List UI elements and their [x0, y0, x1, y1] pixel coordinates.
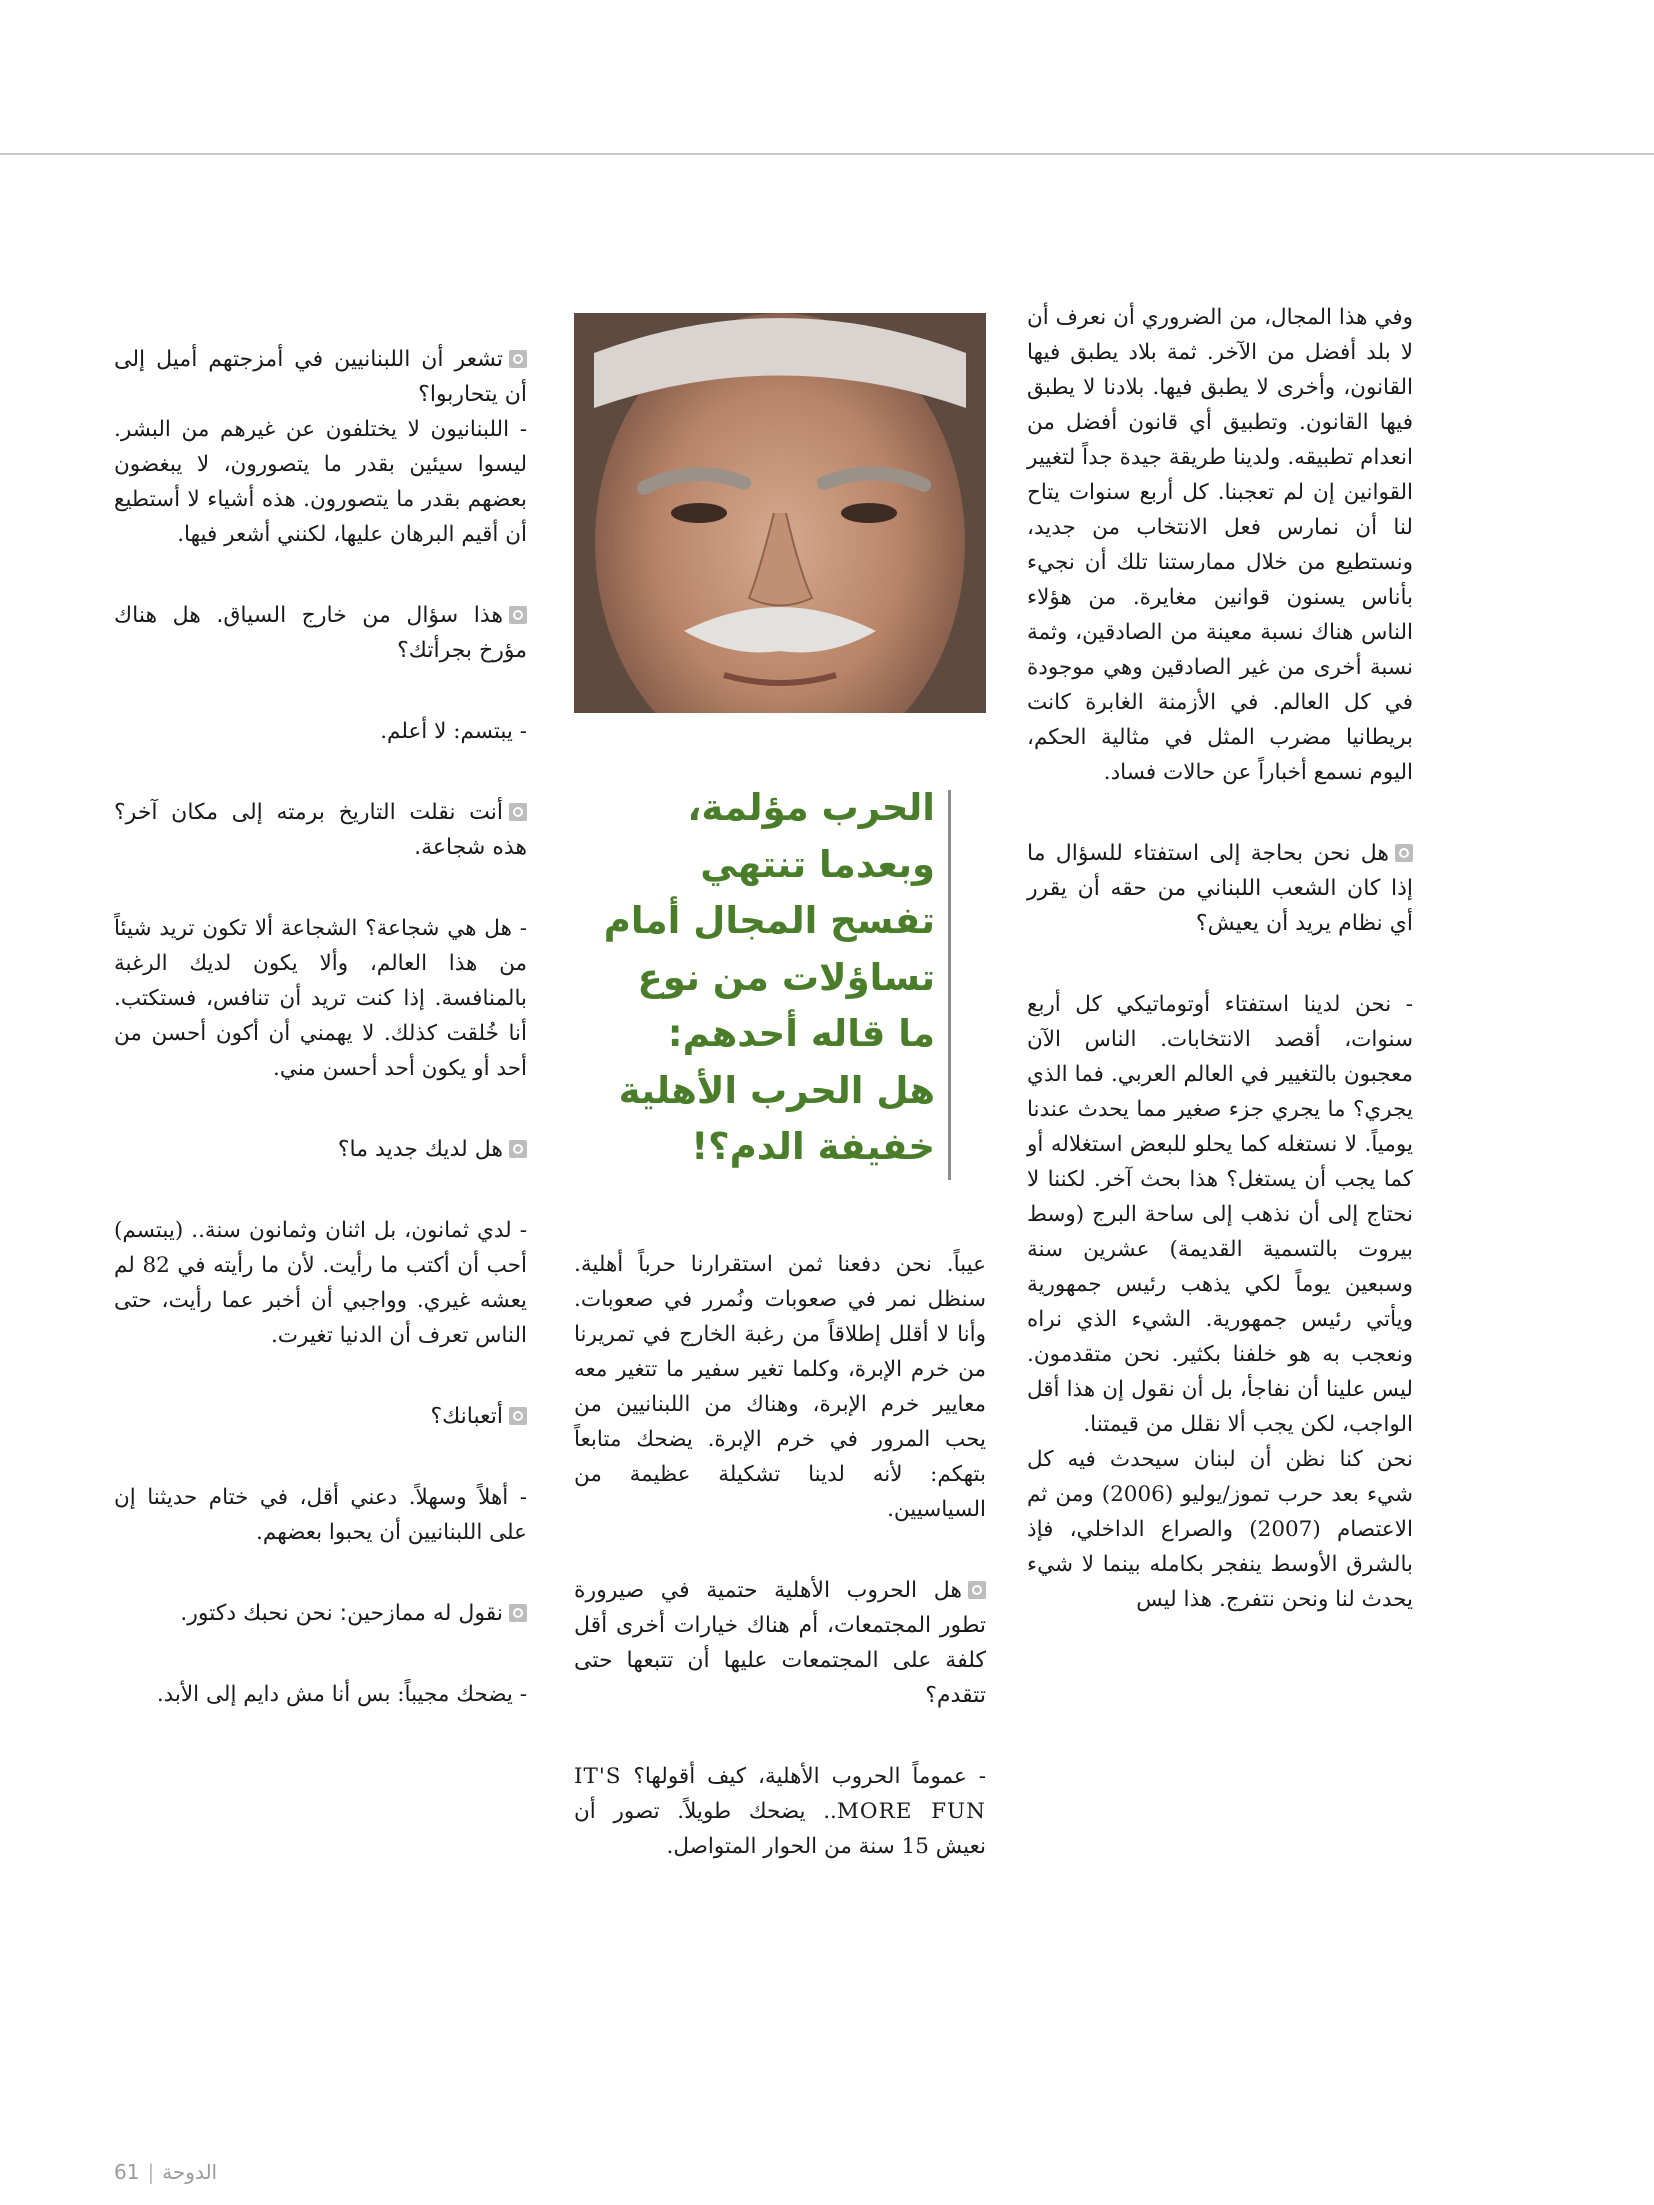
question-text: هذا سؤال من خارج السياق. هل هناك مؤرخ بجرأتك؟ [114, 603, 527, 663]
answer-paragraph: - اللبنانيون لا يختلفون عن غيرهم من البشر. ليسوا سيئين بقدر ما يتصورون، لا يبغضون بعضهم بقدر ما يتصورون. هذه أشياء لا أستطيع أن أقيم البرهان عليها، لكنني أشعر فيها. [114, 417, 527, 547]
question-text: هل نحن بحاجة إلى استفتاء للسؤال ما إذا كان الشعب اللبناني من حقه أن يقرر أي نظام يريد أن يعيش؟ [1027, 841, 1413, 936]
answer-paragraph: - لدي ثمانون، بل اثنان وثمانون سنة.. (يبتسم) أحب أن أكتب ما رأيت. لأن ما رأيته في 82 لم يعشه غيري. وواجبي أن أخبر عما رأيت، حتى الناس تعرف أن الدنيا تغيرت. [114, 1218, 527, 1348]
question-paragraph [114, 342, 527, 412]
question-paragraph [114, 1596, 527, 1631]
page-footer [114, 2160, 217, 2184]
answer-text: - عموماً الحروب الأهلية، كيف أقولها؟ [633, 1764, 986, 1789]
pullquote-line: تساؤلات من نوع [637, 955, 935, 999]
question-paragraph [114, 598, 527, 668]
question-marker-icon [509, 803, 527, 821]
answer-paragraph: - هل هي شجاعة؟ الشجاعة ألا تكون تريد شيئاً من هذا العالم، وألا يكون لديك الرغبة بالمنافسة. إذا كنت تريد أن تنافس، فستكتب. أنا خُلقت كذلك. لا يهمني أن أكون أحسن من أحد أو يكون أحد أحسن مني. [114, 916, 527, 1081]
question-text: نقول له ممازحين: نحن نحبك دكتور. [180, 1601, 503, 1626]
page-number: 61 [114, 2160, 140, 2184]
question-text: تشعر أن اللبنانيين في أمزجتهم أميل إلى أن يتحاربوا؟ [114, 347, 527, 407]
answer-paragraph: نحن كنا نظن أن لبنان سيحدث فيه كل شيء بعد حرب تموز/يوليو (2006) ومن ثم الاعتصام (2007) والصراع الداخلي، فإذ بالشرق الأوسط ينفجر بكامله بينما لا شيء يحدث لنا ونحن نتفرج. هذا ليس [1027, 1447, 1413, 1612]
pullquote-line: خفيفة الدم؟! [691, 1125, 935, 1168]
pullquote-line: هل الحرب الأهلية [618, 1068, 935, 1112]
question-paragraph [114, 1399, 527, 1434]
question-marker-icon [509, 350, 527, 368]
question-marker-icon [1395, 844, 1413, 862]
article-column-left [114, 342, 527, 1758]
question-paragraph [114, 795, 527, 865]
question-marker-icon [968, 1581, 986, 1599]
footer-separator: | [147, 2160, 155, 2184]
answer-paragraph: - يضحك مجيباً: بس أنا مش دايم إلى الأبد. [156, 1682, 527, 1707]
question-marker-icon [509, 1407, 527, 1425]
question-text: أنت نقلت التاريخ برمته إلى مكان آخر؟ هذه شجاعة. [114, 800, 527, 860]
question-marker-icon [509, 1604, 527, 1622]
answer-paragraph: وفي هذا المجال، من الضروري أن نعرف أن لا بلد أفضل من الآخر. ثمة بلاد يطبق فيها القانون، وأخرى لا يطبق فيها. بلادنا لا يطبق فيها القانون. وتطبيق أي قانون أفضل من انعدام تطبيقه. ولدينا طريقة جيدة جداً لتغيير القوانين إن لم تعجبنا. كل أربع سنوات يتاح لنا أن نمارس فعل الانتخاب من جديد، ونستطيع من خلال ممارستنا تلك أن نجيء بأناس يسنون قوانين مغايرة. من هؤلاء الناس هناك نسبة معينة من الصادقين، وثمة نسبة أخرى من غير الصادقين وهي موجودة في كل العالم. في الأزمنة الغابرة كانت بريطانيا مضرب المثل في مثالية الحكم، اليوم نسمع أخباراً عن حالات فساد. [1027, 305, 1413, 785]
answer-paragraph: - أهلاً وسهلاً. دعني أقل، في ختام حديثنا إن على اللبنانيين أن يحبوا بعضهم. [114, 1485, 527, 1545]
magazine-name: الدوحة [162, 2160, 218, 2184]
question-text: هل لديك جديد ما؟ [337, 1137, 503, 1162]
question-paragraph [574, 1573, 986, 1713]
question-marker-icon [509, 1140, 527, 1158]
portrait-illustration [574, 313, 986, 713]
question-paragraph [114, 1132, 527, 1167]
answer-paragraph: عيباً. نحن دفعنا ثمن استقرارنا حرباً أهلية. سنظل نمر في صعوبات ونُمرر في صعوبات. وأنا لا أقلل إطلاقاً من رغبة الخارج في تمريرنا من خرم الإبرة، وكلما تغير سفير ما تتغير معه معايير خرم الإبرة، وهناك من اللبنانيين من يحب المرور في خرم الإبرة. يضحك متابعاً بتهكم: لأنه لدينا تشكيلة عظيمة من السياسيين. [574, 1252, 986, 1522]
answer-paragraph [574, 1759, 986, 1864]
pullquote-rule [948, 790, 951, 1180]
latin-phrase: IT'S MORE FUN [574, 1764, 986, 1824]
interviewee-portrait-photo [574, 313, 986, 713]
question-text: أتعبانك؟ [430, 1404, 503, 1429]
article-column-right [1027, 300, 1413, 1663]
pullquote-line: ما قاله أحدهم: [667, 1012, 935, 1055]
question-paragraph [1027, 836, 1413, 941]
article-column-middle [574, 1247, 986, 1910]
answer-paragraph: - يبتسم: لا أعلم. [380, 719, 527, 744]
top-rule [0, 153, 1654, 155]
answer-paragraph: - نحن لدينا استفتاء أوتوماتيكي كل أربع سنوات، أقصد الانتخابات. الناس الآن معجبون بالتغيير في العالم العربي. فما الذي يجري؟ ما يجري جزء صغير مما يحدث عندنا يومياً. لا نستغله كما يحلو للبعض استغلاله أو كما يجب أن يستغل؟ هذا بحث آخر. لكننا لا نحتاج إلى أن نذهب إلى ساحة البرج (وسط بيروت بالتسمية القديمة) عشرين سنة وسبعين يوماً لكي يذهب رئيس جمهورية ويأتي رئيس جمهورية. الشيء الذي نراه ونعجب به هو خلفنا بكثير. نحن متقدمون. ليس علينا أن نفاجأ، بل أن نقول إن هذا أقل الواجب، لكن يجب ألا نقلل من قيمتنا. [1027, 992, 1413, 1437]
answer-text: .. يضحك طويلاً. تصور أن نعيش 15 سنة من الحوار المتواصل. [574, 1799, 986, 1859]
question-marker-icon [509, 606, 527, 624]
pullquote-line: الحرب مؤلمة، [687, 786, 935, 829]
pullquote [560, 780, 935, 1176]
question-text: هل الحروب الأهلية حتمية في صيرورة تطور المجتمعات، أم هناك خيارات أخرى أقل كلفة على المجتمعات عليها أن تتبعها حتى تتقدم؟ [574, 1578, 986, 1708]
pullquote-line: وبعدما تنتهي [700, 842, 935, 886]
pullquote-line: تفسح المجال أمام [603, 899, 935, 942]
